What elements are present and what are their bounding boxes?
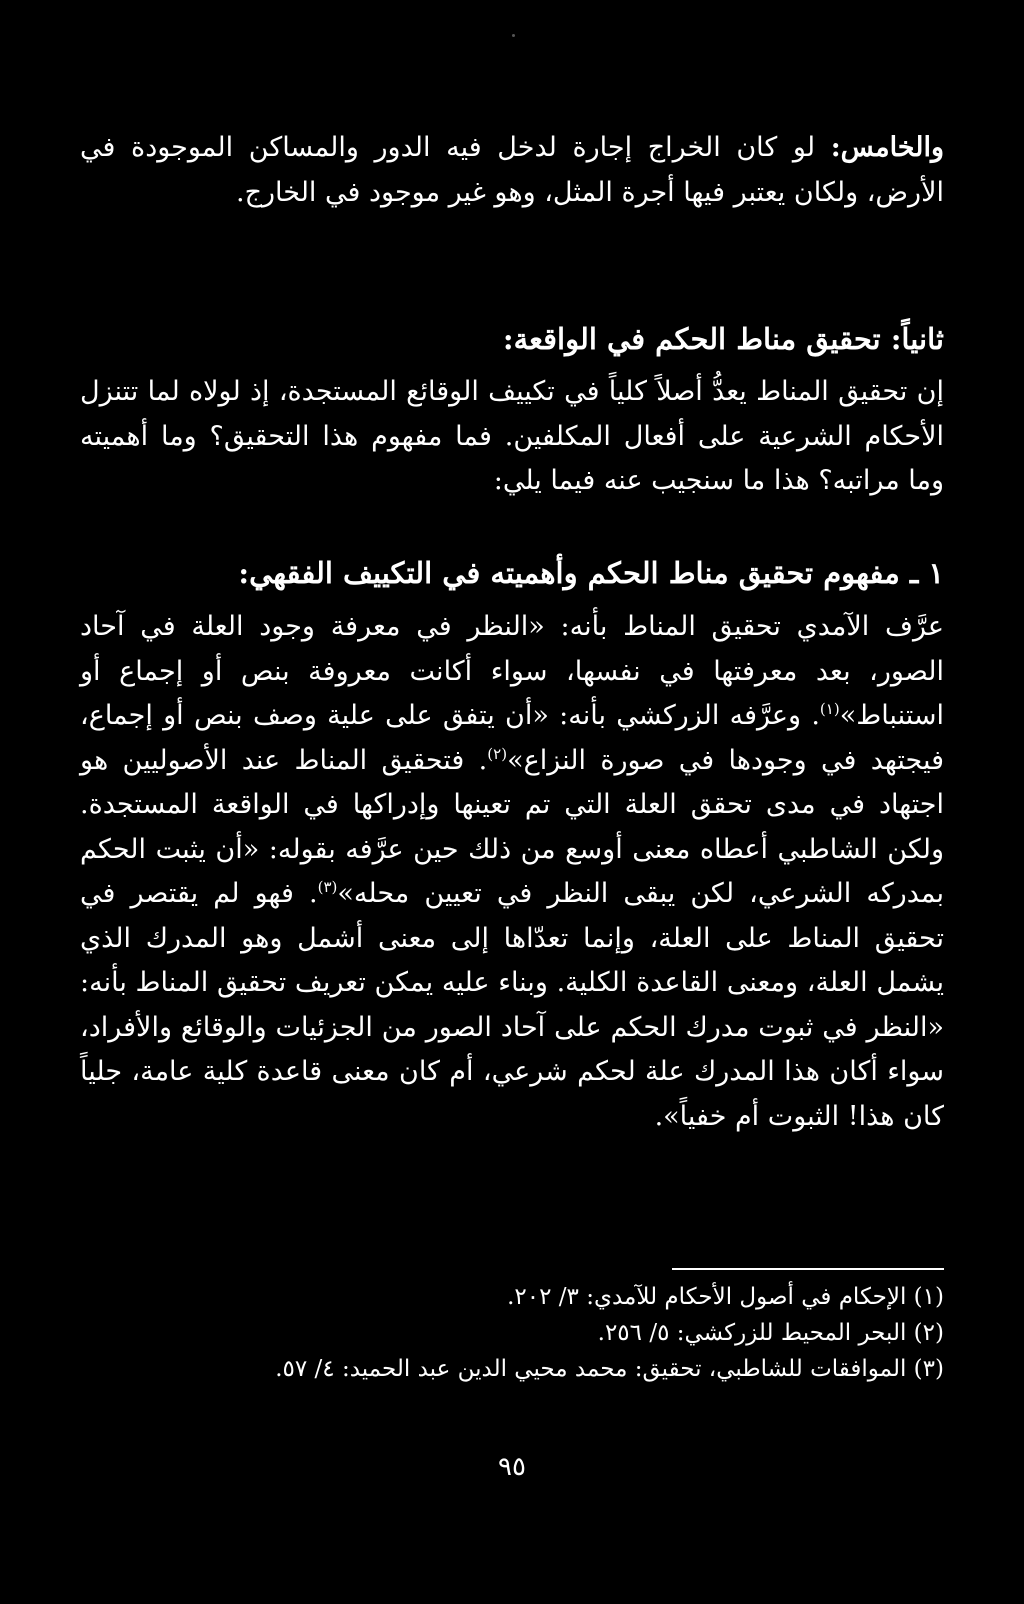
footnote-2: (٢) البحر المحيط للزركشي: ٥/ ٢٥٦. — [597, 1320, 944, 1346]
definition-part-2: . وعرَّفه الزركشي بأنه: «أن يتفق على علية وصف بنص أو إجماع، فيجتهد في وجودها في صورة النزاع» — [80, 700, 944, 776]
paragraph-lead: والخامس: — [830, 132, 944, 163]
paragraph-fifth-reason — [80, 126, 944, 215]
footnote-3: (٣) الموافقات للشاطبي، تحقيق: محمد محيي الدين عبد الحميد: ٤/ ٥٧. — [275, 1356, 944, 1382]
section-heading-second: ثانياً: تحقيق مناط الحكم في الواقعة: — [502, 322, 944, 356]
definition-part-3: . فتحقيق المناط عند الأصوليين هو اجتهاد في مدى تحقق العلة التي تم تعينها وإدراكها في الواقعة المستجدة. ولكن الشاطبي أعطاه معنى أوسع من ذلك حين عرَّفه بقوله: «أن يثبت الحكم بمدركه الشرعي، لكن يبقى النظر في تعيين محله» — [80, 744, 945, 909]
paragraph-text: لو كان الخراج إجارة لدخل فيه الدور والمساكن الموجودة في الأرض، ولكان يعتبر فيها أجرة المثل، وهو غير موجود في الخارج. — [80, 132, 944, 208]
footnote-separator — [672, 1268, 944, 1270]
definition-part-1: عرَّف الآمدي تحقيق المناط بأنه: «النظر في معرفة وجود العلة في آحاد الصور، بعد معرفتها في نفسها، سواء أكانت معروفة بنص أو إجماع أو استنباط» — [80, 611, 944, 731]
footnote-ref-1[interactable]: (١) — [819, 700, 840, 718]
page-number: ٩٥ — [498, 1452, 526, 1482]
paragraph-intro-tahqiq: إن تحقيق المناط يعدُّ أصلاً كلياً في تكييف الوقائع المستجدة، إذ لولاه لما تتنزل الأحكام الشرعية على أفعال المكلفين. فما مفهوم هذا التحقيق؟ وما أهميته وما مراتبه؟ هذا ما سنجيب عنه فيما يلي: — [80, 376, 944, 496]
scan-speck — [512, 34, 515, 37]
footnote-ref-3[interactable]: (٣) — [317, 878, 338, 896]
paragraph-definition — [80, 605, 944, 1139]
footnote-ref-2[interactable]: (٢) — [487, 744, 508, 763]
definition-part-4: . فهو لم يقتصر في تحقيق المناط على العلة، وإنما تعدّاها إلى معنى أشمل وهو المدرك الذي يشمل العلة، ومعنى القاعدة الكلية. وبناء عليه يمكن تعريف تحقيق المناط بأنه: «النظر في ثبوت مدرك الحكم على آحاد الصور من الجزئيات والوقائع والأفراد، سواء أكان هذا المدرك علة لحكم شرعي، أم كان معنى قاعدة كلية عامة، جلياً كان هذا! الثبوت أم خفياً». — [80, 878, 944, 1132]
subsection-heading-1: ١ ـ مفهوم تحقيق مناط الحكم وأهميته في التكييف الفقهي: — [238, 556, 944, 590]
footnote-1: (١) الإحكام في أصول الأحكام للآمدي: ٣/ ٢٠٢. — [507, 1284, 944, 1310]
